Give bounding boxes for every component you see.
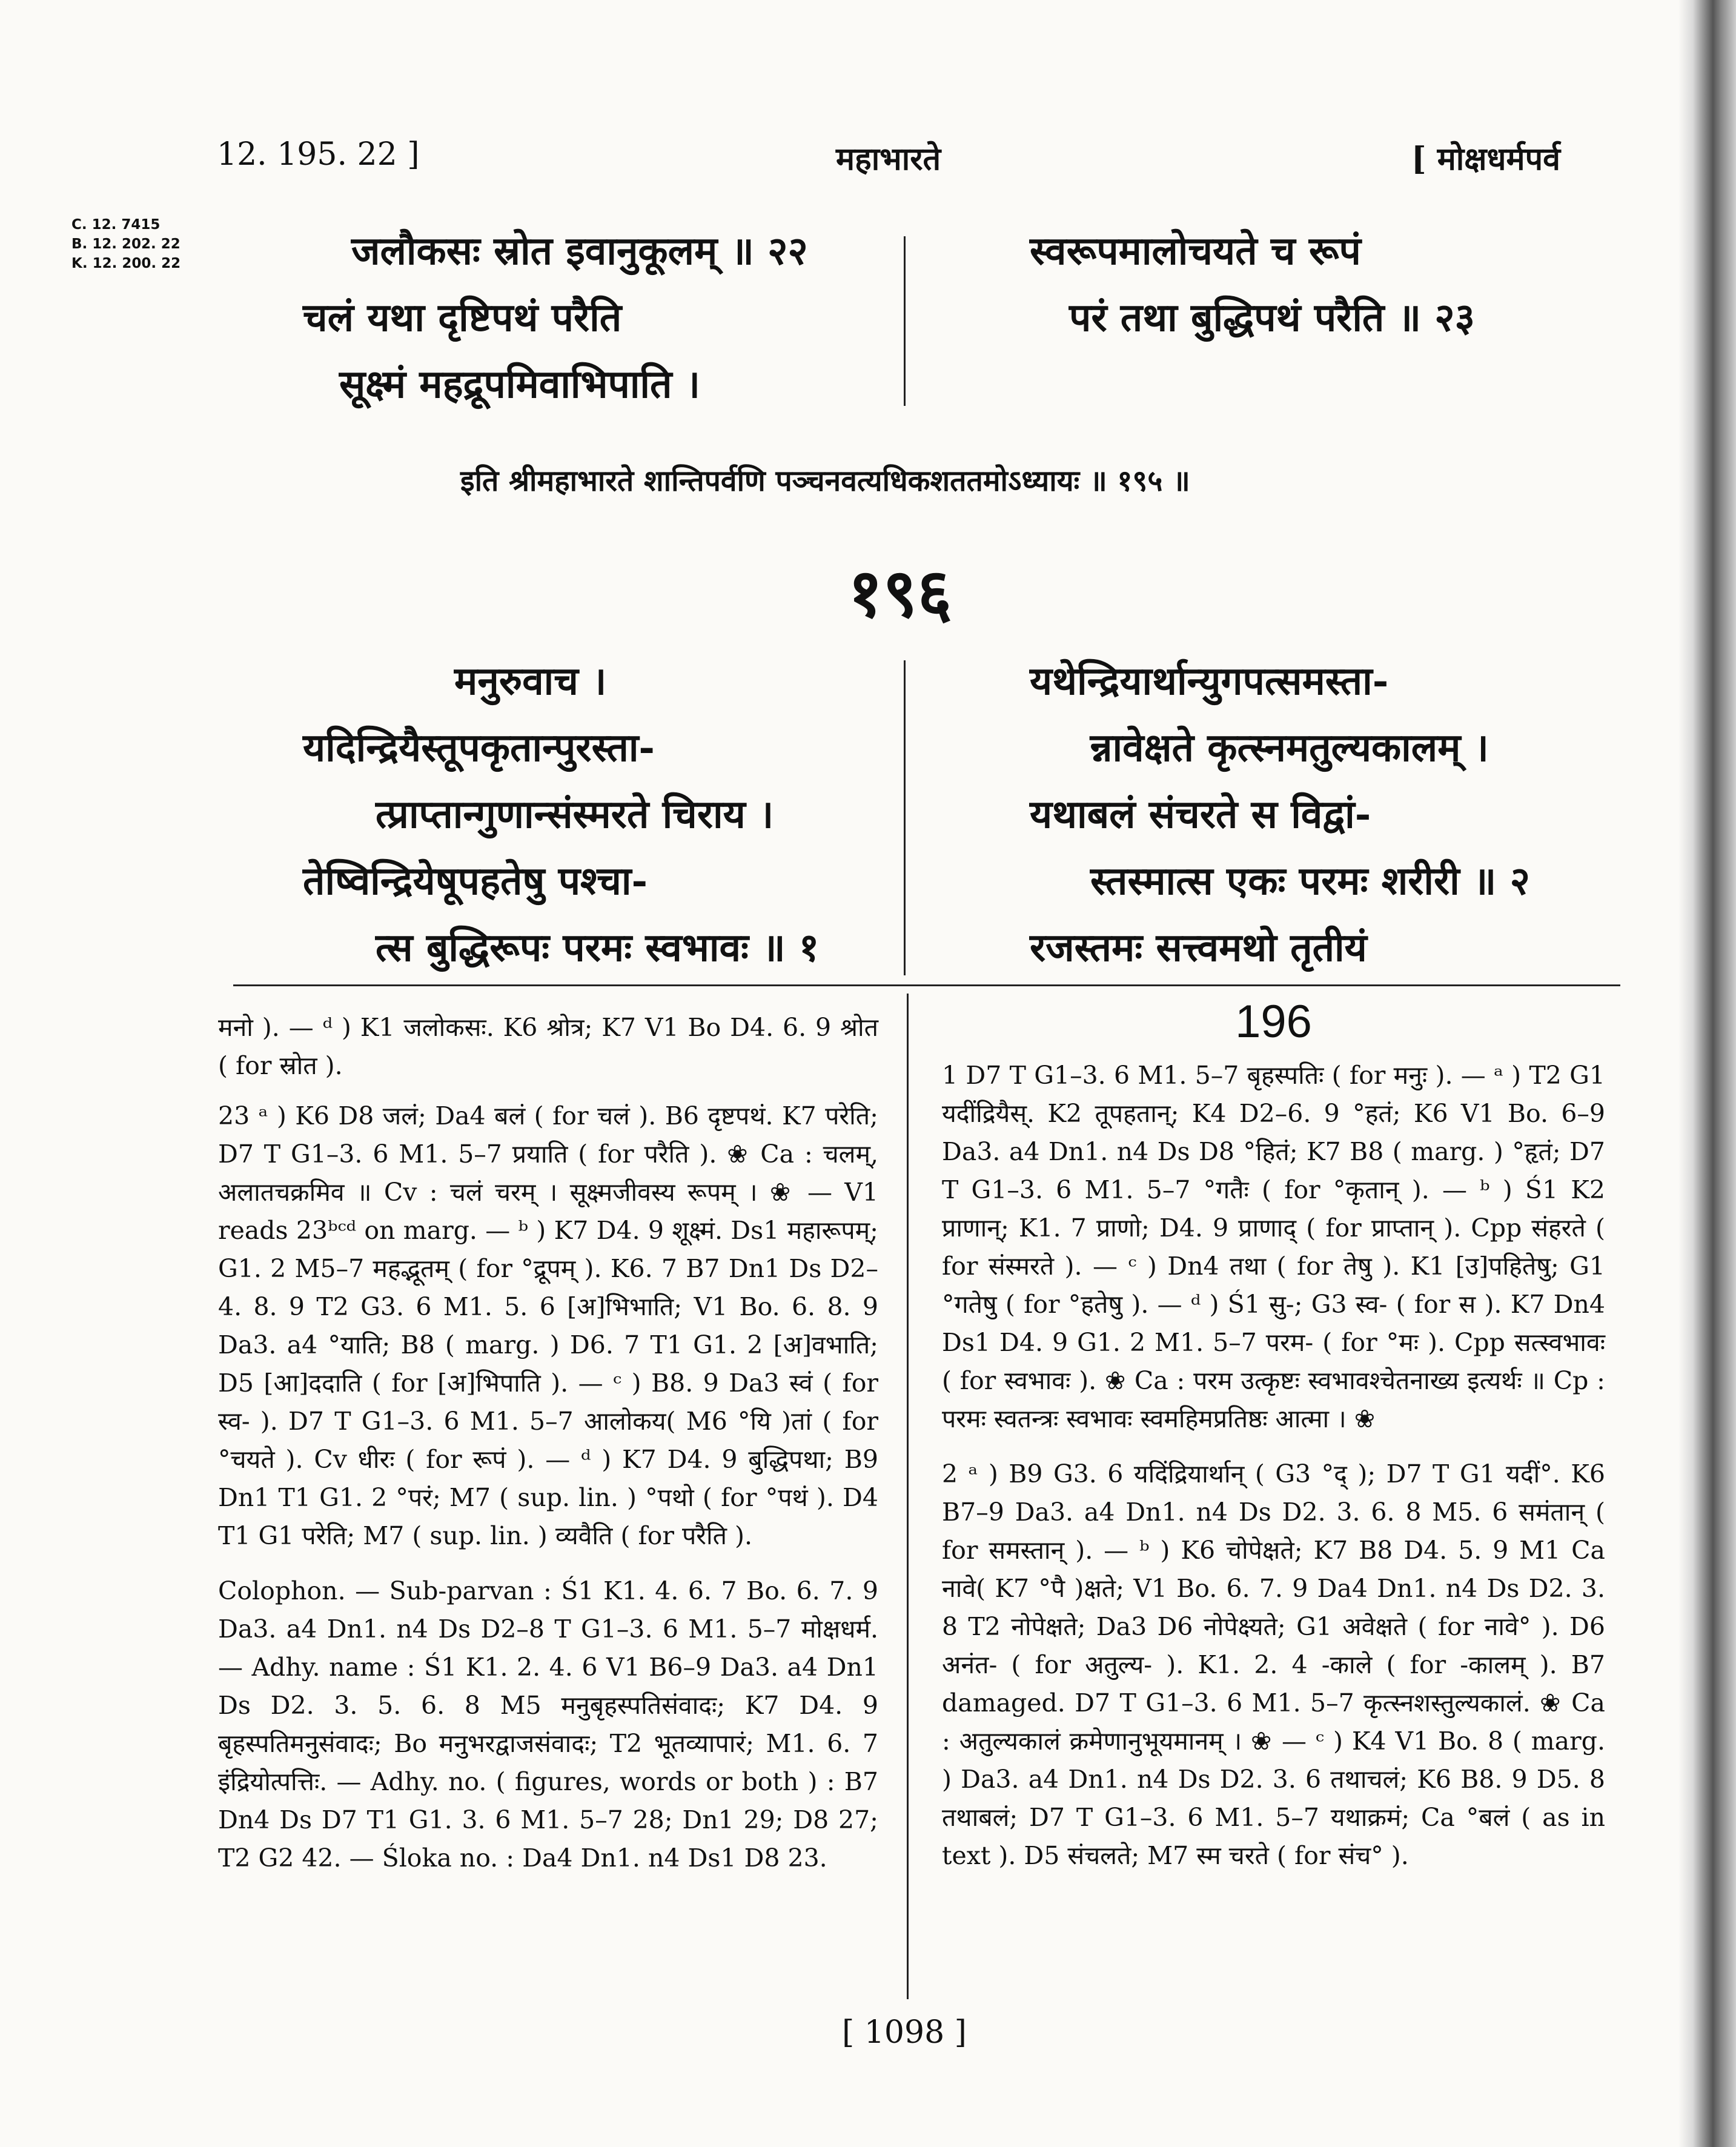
verse-line: रजस्तमः सत्त्वमथो तृतीयं (1030, 925, 1367, 971)
verse-196-right (1030, 648, 1530, 981)
ref-c: C. 12. 7415 (71, 217, 161, 233)
verse-line: सूक्ष्मं महद्रूपमिवाभिपाति । (339, 362, 700, 407)
header-section: [ मोक्षधर्मपर्व (1411, 141, 1561, 178)
notes-left-column (218, 1009, 878, 1890)
ref-b: B. 12. 202. 22 (71, 236, 181, 252)
verse-196-left (303, 648, 819, 981)
verse-line: न्नावेक्षते कृत्स्नमतुल्यकालम् । (1090, 725, 1489, 771)
header-title: महाभारते (836, 141, 941, 178)
verse-line: त्प्राप्तान्गुणान्संस्मरते चिराय । (376, 792, 774, 837)
colophon-195: इति श्रीमहाभारते शान्तिपर्वणि पञ्चनवत्यधिकशततमोऽध्यायः ॥ १९५ ॥ (460, 464, 1190, 498)
verse-line: जलौकसः स्रोत इवानुकूलम् ॥ २२ (351, 228, 808, 274)
notes-adhyaya-heading: 196 (1235, 996, 1312, 1047)
note-paragraph: Colophon. — Sub-parvan : Ś1 K1. 4. 6. 7 Bo. 6. 7. 9 Da3. a4 Dn1. n4 Ds D2–8 T G1–3. 6 M1. 5–7 मोक्षधर्म. — Adhy. name : Ś1 K1. 2. 4. 6 V1 B6–9 Da3. a4 Dn1 Ds D2. 3. 5. 6. 8 M5 मनुबृहस्पतिसंवादः; K7 D4. 9 बृहस्पतिमनुसंवादः; Bo मनुभरद्वाजसंवादः; T2 भूतव्यापारं; M1. 6. 7 इंद्रियोत्पत्तिः. — Adhy. no. ( figures, words or both ) : B7 Dn4 Ds D7 T1 G1. 3. 6 M1. 5–7 28; Dn1 29; D8 27; T2 G2 42. — Śloka no. : Da4 Dn1. n4 Ds1 D8 23. (218, 1576, 878, 1873)
verse-line: यथाबलं संचरते स विद्वां- (1030, 792, 1371, 837)
verse-line: यदिन्द्रियैस्तूपकृतान्पुरस्ता- (303, 725, 655, 771)
page-number: [ 1098 ] (842, 2014, 967, 2051)
header-left-ref: 12. 195. 22 ] (217, 136, 420, 173)
note-paragraph: 2 ᵃ ) B9 G3. 6 यदिंद्रियार्थान् ( G3 °द् ); D7 T G1 यदीं°. K6 B7–9 Da3. a4 Dn1. n4 Ds D2. 3. 6. 8 M5. 6 समंतान् ( for समस्तान् ). — ᵇ ) K6 चोपेक्षते; K7 B8 D4. 5. 9 M1 Ca नावे( K7 °पै )क्षते; V1 Bo. 6. 7. 9 Da4 Dn1. n4 Ds D2. 3. 8 T2 नोपेक्षते; Da3 D6 नोपेक्ष्यते; G1 अवेक्षते ( for नावे° ). D6 अनंत- ( for अतुल्य- ). K1. 2. 4 -काले ( for -कालम् ). B7 damaged. D7 T G1–3. 6 M1. 5–7 कृत्स्नशस्तुल्यकालं. ❀ Ca : अतुल्यकालं क्रमेणानुभूयमानम् । ❀ — ᶜ ) K4 V1 Bo. 8 ( marg. ) Da3. a4 Dn1. n4 Ds D2. 3. 6 तथाचलं; K6 B8. 9 D5. 8 तथाबलं; D7 T G1–3. 6 M1. 5–7 यथाक्रमं; Ca °बलं ( as in text ). D5 संचलते; M7 स्म चरते ( for संच° ). (942, 1459, 1605, 1870)
note-paragraph: 23 ᵃ ) K6 D8 जलं; Da4 बलं ( for चलं ). B6 दृष्टपथं. K7 परेति; D7 T G1–3. 6 M1. 5–7 प्रयाति ( for परैति ). ❀ Ca : चलम्, अलातचक्रमिव ॥ Cv : चलं चरम् । सूक्ष्मजीवस्य रूपम् । ❀ — V1 reads 23ᵇᶜᵈ on marg. — ᵇ ) K7 D4. 9 शूक्ष्मं. Ds1 महारूपम्; G1. 2 M5–7 महद्भूतम् ( for °द्रूपम् ). K6. 7 B7 Dn1 Ds D2–4. 8. 9 T2 G3. 6 M1. 5. 6 [अ]भिभाति; V1 Bo. 6. 8. 9 Da3. a4 °याति; B8 ( marg. ) D6. 7 T1 G1. 2 [अ]वभाति; D5 [आ]ददाति ( for [अ]भिपाति ). — ᶜ ) B8. 9 Da3 स्वं ( for स्व- ). D7 T G1–3. 6 M1. 5–7 आलोकय( M6 °यि )तां ( for °चयते ). Cv धीरः ( for रूपं ). — ᵈ ) K7 D4. 9 बुद्धिपथा; B9 Dn1 T1 G1. 2 °परं; M7 ( sup. lin. ) °पथो ( for °पथं ). D4 T1 G1 परेति; M7 ( sup. lin. ) व्यवैति ( for परैति ). (218, 1101, 878, 1550)
verse-line: स्वरूपमालोचयते च रूपं (1030, 228, 1361, 274)
verse-divider (904, 660, 906, 975)
adhyaya-number: १९६ (848, 554, 952, 632)
verse-195-left (303, 218, 808, 418)
verse-line: स्तस्मात्स एकः परमः शरीरी ॥ २ (1090, 858, 1530, 904)
verse-line: चलं यथा दृष्टिपथं परैति (303, 295, 622, 340)
page-binding-edge (1678, 0, 1736, 2147)
apparatus-rule (233, 984, 1620, 986)
ref-k: K. 12. 200. 22 (71, 256, 181, 271)
note-paragraph: 1 D7 T G1–3. 6 M1. 5–7 बृहस्पतिः ( for मनुः ). — ᵃ ) T2 G1 यदींद्रियैस्. K2 तूपहतान्; K4 D2–6. 9 °हतं; K6 V1 Bo. 6–9 Da3. a4 Dn1. n4 Ds D8 °हितं; K7 B8 ( marg. ) °हृतं; D7 T G1–3. 6 M1. 5–7 °गतैः ( for °कृतान् ). — ᵇ ) Ś1 K2 प्राणान्; K1. 7 प्राणो; D4. 9 प्राणाद् ( for प्राप्तान् ). Cpp संहरते ( for संस्मरते ). — ᶜ ) Dn4 तथा ( for तेषु ). K1 [उ]पहितेषु; G1 °गतेषु ( for °हतेषु ). — ᵈ ) Ś1 सु-; G3 स्व- ( for स ). K7 Dn4 Ds1 D4. 9 G1. 2 M1. 5–7 परम- ( for °मः ). Cpp सत्स्वभावः ( for स्वभावः ). ❀ Ca : परम उत्कृष्टः स्वभावश्चेतनाख्य इत्यर्थः ॥ Cp : परमः स्वतन्त्रः स्वभावः स्वमहिमप्रतिष्ठः आत्मा । ❀ (942, 1061, 1605, 1433)
speaker: मनुरुवाच । (454, 659, 607, 704)
verse-195-right (1030, 218, 1475, 351)
notes-divider (907, 994, 909, 1999)
verse-line: परं तथा बुद्धिपथं परैति ॥ २३ (1069, 295, 1475, 340)
note-paragraph: मनो ). — ᵈ ) K1 जलोकसः. K6 श्रोत्र; K7 V1 Bo D4. 6. 9 श्रोत ( for स्रोत ). (218, 1013, 878, 1080)
verse-divider (904, 236, 906, 406)
notes-right-column (942, 996, 1605, 1887)
verse-line: तेष्विन्द्रियेषूपहतेषु पश्चा- (303, 858, 648, 904)
verse-line: यथेन्द्रियार्थान्युगपत्समस्ता- (1030, 659, 1389, 704)
concordance-refs (71, 215, 181, 273)
verse-line: त्स बुद्धिरूपः परमः स्वभावः ॥ १ (376, 925, 820, 971)
